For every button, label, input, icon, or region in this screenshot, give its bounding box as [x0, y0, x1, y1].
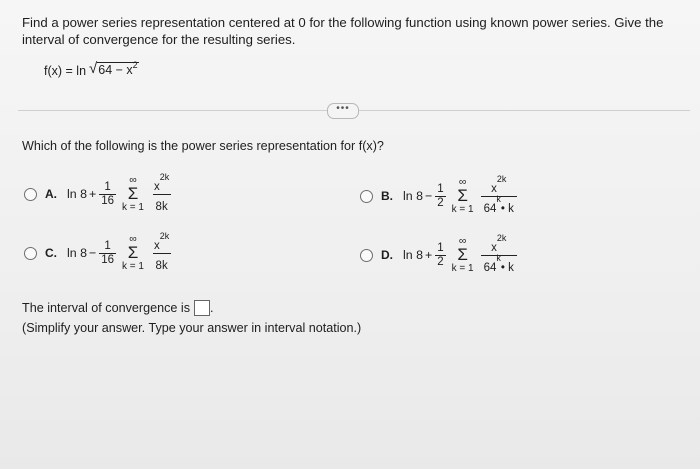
term-num-base: x [491, 241, 497, 254]
coef-num: 1 [437, 241, 444, 254]
term-den-base: 8k [155, 200, 168, 213]
coefficient-fraction [435, 183, 445, 210]
term-den-base: 64 [483, 261, 497, 274]
sum-lower: k = 1 [122, 202, 144, 214]
term-fraction [151, 172, 172, 214]
summation [122, 175, 144, 213]
sigma-icon: Σ [127, 184, 139, 204]
interval-suffix: . [210, 301, 214, 315]
term-num [488, 174, 509, 196]
option-a[interactable] [24, 172, 172, 214]
summation [452, 236, 474, 274]
radicand-exponent: 2 [132, 60, 138, 70]
sign: − [88, 246, 97, 261]
answer-input[interactable] [194, 300, 210, 316]
question-text: Find a power series representation centered at 0 for the following function using known power series. Give the interval of convergence for the resulting series. [22, 15, 664, 47]
coefficient-fraction [99, 240, 116, 267]
sum-upper: ∞ [129, 174, 137, 187]
coef-den: 16 [101, 253, 115, 266]
coef-num: 1 [104, 180, 111, 193]
term-den-base: 8k [155, 259, 168, 272]
sum-upper: ∞ [129, 233, 137, 246]
sign: − [424, 189, 433, 204]
radio-a[interactable] [24, 188, 37, 201]
prompt-text: Which of the following is the power series representation for f(x)? [22, 139, 384, 153]
sigma-icon: Σ [127, 243, 139, 263]
ln-term: ln 8 [67, 187, 87, 202]
square-root [89, 62, 139, 79]
interval-label: The interval of convergence is [22, 301, 191, 315]
coef-den: 2 [437, 196, 444, 209]
term-den-exp: k [496, 252, 501, 263]
ln-term: ln 8 [403, 248, 423, 263]
term-num-base: x [154, 180, 160, 193]
option-d[interactable] [360, 233, 517, 275]
coef-num: 1 [437, 182, 444, 195]
sum-upper: ∞ [458, 235, 467, 248]
term-num-exp: 2k [496, 174, 507, 184]
coefficient-fraction [99, 181, 116, 208]
sigma-icon: Σ [457, 245, 468, 265]
term-den [481, 193, 517, 216]
term-den-rest: • k [500, 202, 514, 215]
term-den-exp: k [496, 193, 501, 204]
ln-term: ln 8 [403, 189, 423, 204]
more-button[interactable]: ••• [327, 103, 359, 119]
option-b[interactable] [360, 174, 517, 216]
option-c[interactable] [24, 231, 172, 273]
sum-lower: k = 1 [451, 263, 474, 275]
coef-den: 2 [437, 255, 444, 268]
term-den [153, 253, 171, 273]
sum-lower: k = 1 [122, 261, 144, 273]
function-expression [44, 62, 139, 79]
ln-term: ln 8 [67, 246, 87, 261]
option-letter: A. [45, 187, 57, 202]
coefficient-fraction [435, 242, 445, 269]
term-den-base: 64 [483, 202, 497, 215]
sum-upper: ∞ [458, 176, 467, 189]
interval-of-convergence [22, 300, 214, 316]
summation [122, 234, 144, 272]
term-num-exp: 2k [496, 233, 507, 243]
radicand [97, 62, 138, 79]
term-den-rest: • k [500, 261, 514, 274]
term-fraction [151, 231, 172, 273]
term-num-base: x [491, 182, 497, 195]
term-num-exp: 2k [159, 231, 170, 241]
function-lhs: f(x) = ln [44, 63, 87, 78]
summation [452, 177, 474, 215]
coef-den: 16 [101, 194, 115, 207]
option-letter: B. [381, 189, 393, 204]
sign: + [88, 187, 97, 202]
sign: + [424, 248, 433, 263]
radicand-text: 64 − x [98, 63, 133, 77]
term-den [153, 194, 171, 214]
sigma-icon: Σ [457, 186, 468, 206]
term-den [481, 252, 517, 275]
term-num [151, 172, 172, 194]
radical-sign-icon: √ [89, 60, 98, 77]
radio-b[interactable] [360, 190, 373, 203]
term-fraction [481, 174, 517, 216]
sum-lower: k = 1 [451, 204, 474, 216]
term-fraction [481, 233, 517, 275]
option-letter: D. [381, 248, 393, 263]
option-letter: C. [45, 246, 57, 261]
coef-num: 1 [104, 239, 111, 252]
term-num [488, 233, 509, 255]
answer-hint: (Simplify your answer. Type your answer in interval notation.) [22, 321, 362, 335]
radio-c[interactable] [24, 247, 37, 260]
term-num-base: x [154, 239, 160, 252]
radio-d[interactable] [360, 249, 373, 262]
term-num [151, 231, 172, 253]
term-num-exp: 2k [159, 172, 170, 182]
